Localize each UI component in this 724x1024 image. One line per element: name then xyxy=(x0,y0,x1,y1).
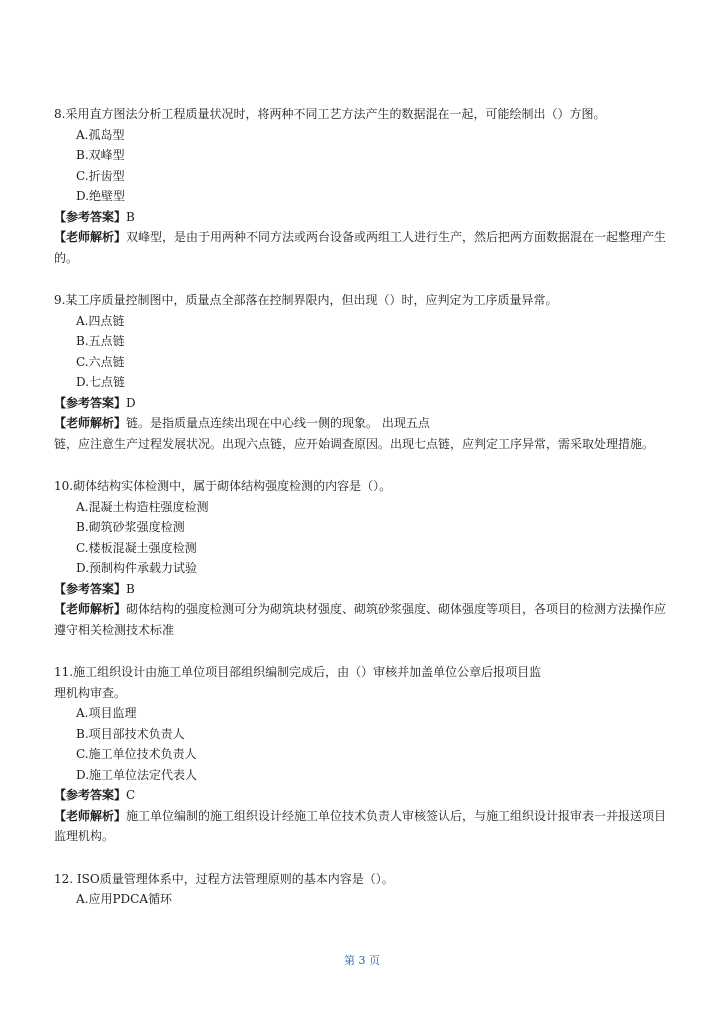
analysis-text: 砌体结构的强度检测可分为砌筑块材强度、砌筑砂浆强度、砌体强度等项目，各项目的检测方法操作应遵守相关检测技术标准 xyxy=(54,602,667,637)
analysis-label: 【老师解析】 xyxy=(54,602,127,616)
analysis-label: 【老师解析】 xyxy=(54,230,127,244)
answer-value: D xyxy=(126,395,136,410)
answer-label: 【参考答案】 xyxy=(54,581,127,596)
option-b: B.项目部技术负责人 xyxy=(76,726,185,741)
analysis-text: 施工单位编制的施工组织设计经施工单位技术负责人审核签认后，与施工组织设计报审表一并报送项目监理机构。 xyxy=(54,808,667,843)
option-a: A.项目监理 xyxy=(76,706,137,720)
question-stem: 11.施工组织设计由施工单位项目部组织编制完成后，由（）审核并加盖单位公章后报项目监 xyxy=(54,665,542,679)
option-a: A.混凝土构造柱强度检测 xyxy=(76,499,209,514)
analysis-label: 【老师解析】 xyxy=(54,808,127,823)
answer-line xyxy=(54,393,674,414)
question-12 xyxy=(54,869,674,910)
option-a: A.应用PDCA循环 xyxy=(76,892,173,906)
analysis-text: 双峰型，是由于用两种不同方法或两台设备或两组工人进行生产，然后把两方面数据混在一起整理产生的。 xyxy=(54,230,667,265)
option-b: B.砌筑砂浆强度检测 xyxy=(76,520,185,534)
answer-line xyxy=(54,207,674,228)
option-c: C.六点链 xyxy=(76,354,125,369)
question-stem: 8.采用直方图法分析工程质量状况时，将两种不同工艺方法产生的数据混在一起，可能绘制出（）方图。 xyxy=(54,107,606,121)
analysis-line xyxy=(54,806,674,847)
answer-value: B xyxy=(126,209,135,224)
answer-value: B xyxy=(126,581,135,596)
analysis-line xyxy=(54,599,674,640)
question-stem: 9.某工序质量控制图中，质量点全部落在控制界限内，但出现（）时，应判定为工序质量异常。 xyxy=(54,293,558,307)
answer-label: 【参考答案】 xyxy=(54,209,127,224)
option-d: D.预制构件承载力试验 xyxy=(76,561,198,575)
question-11 xyxy=(54,662,674,847)
option-a: A.孤岛型 xyxy=(76,127,125,142)
option-c: C.楼板混凝土强度检测 xyxy=(76,540,197,555)
answer-line xyxy=(54,785,674,806)
option-a: A.四点链 xyxy=(76,313,125,328)
page-number: 第 3 页 xyxy=(344,954,380,967)
analysis-label: 【老师解析】 xyxy=(54,416,127,430)
option-c: C.折齿型 xyxy=(76,168,125,183)
answer-value: C xyxy=(126,788,136,802)
question-stem: 12. ISO质量管理体系中，过程方法管理原则的基本内容是（）。 xyxy=(54,871,394,886)
analysis-line xyxy=(54,413,674,434)
answer-line xyxy=(54,579,674,600)
answer-label: 【参考答案】 xyxy=(54,395,127,410)
question-8 xyxy=(54,104,674,268)
analysis-line xyxy=(54,227,674,268)
option-d: D.绝壁型 xyxy=(76,189,126,203)
analysis-text: 链。是指质量点连续出现在中心线一侧的现象。 出现五点 xyxy=(126,416,430,430)
option-c: C.施工单位技术负责人 xyxy=(76,747,197,761)
analysis-continuation: 链，应注意生产过程发展状况。出现六点链，应开始调查原因。出现七点链，应判定工序异常，需采取处理措施。 xyxy=(54,436,655,451)
question-list xyxy=(54,104,674,932)
option-b: B.双峰型 xyxy=(76,148,125,162)
question-10 xyxy=(54,476,674,640)
option-b: B.五点链 xyxy=(76,334,125,348)
option-d: D.施工单位法定代表人 xyxy=(76,767,198,782)
question-stem-continuation: 理机构审查。 xyxy=(54,685,127,700)
question-9 xyxy=(54,290,674,454)
question-stem: 10.砌体结构实体检测中，属于砌体结构强度检测的内容是（）。 xyxy=(54,479,392,493)
option-d: D.七点链 xyxy=(76,375,126,389)
answer-label: 【参考答案】 xyxy=(54,788,127,802)
